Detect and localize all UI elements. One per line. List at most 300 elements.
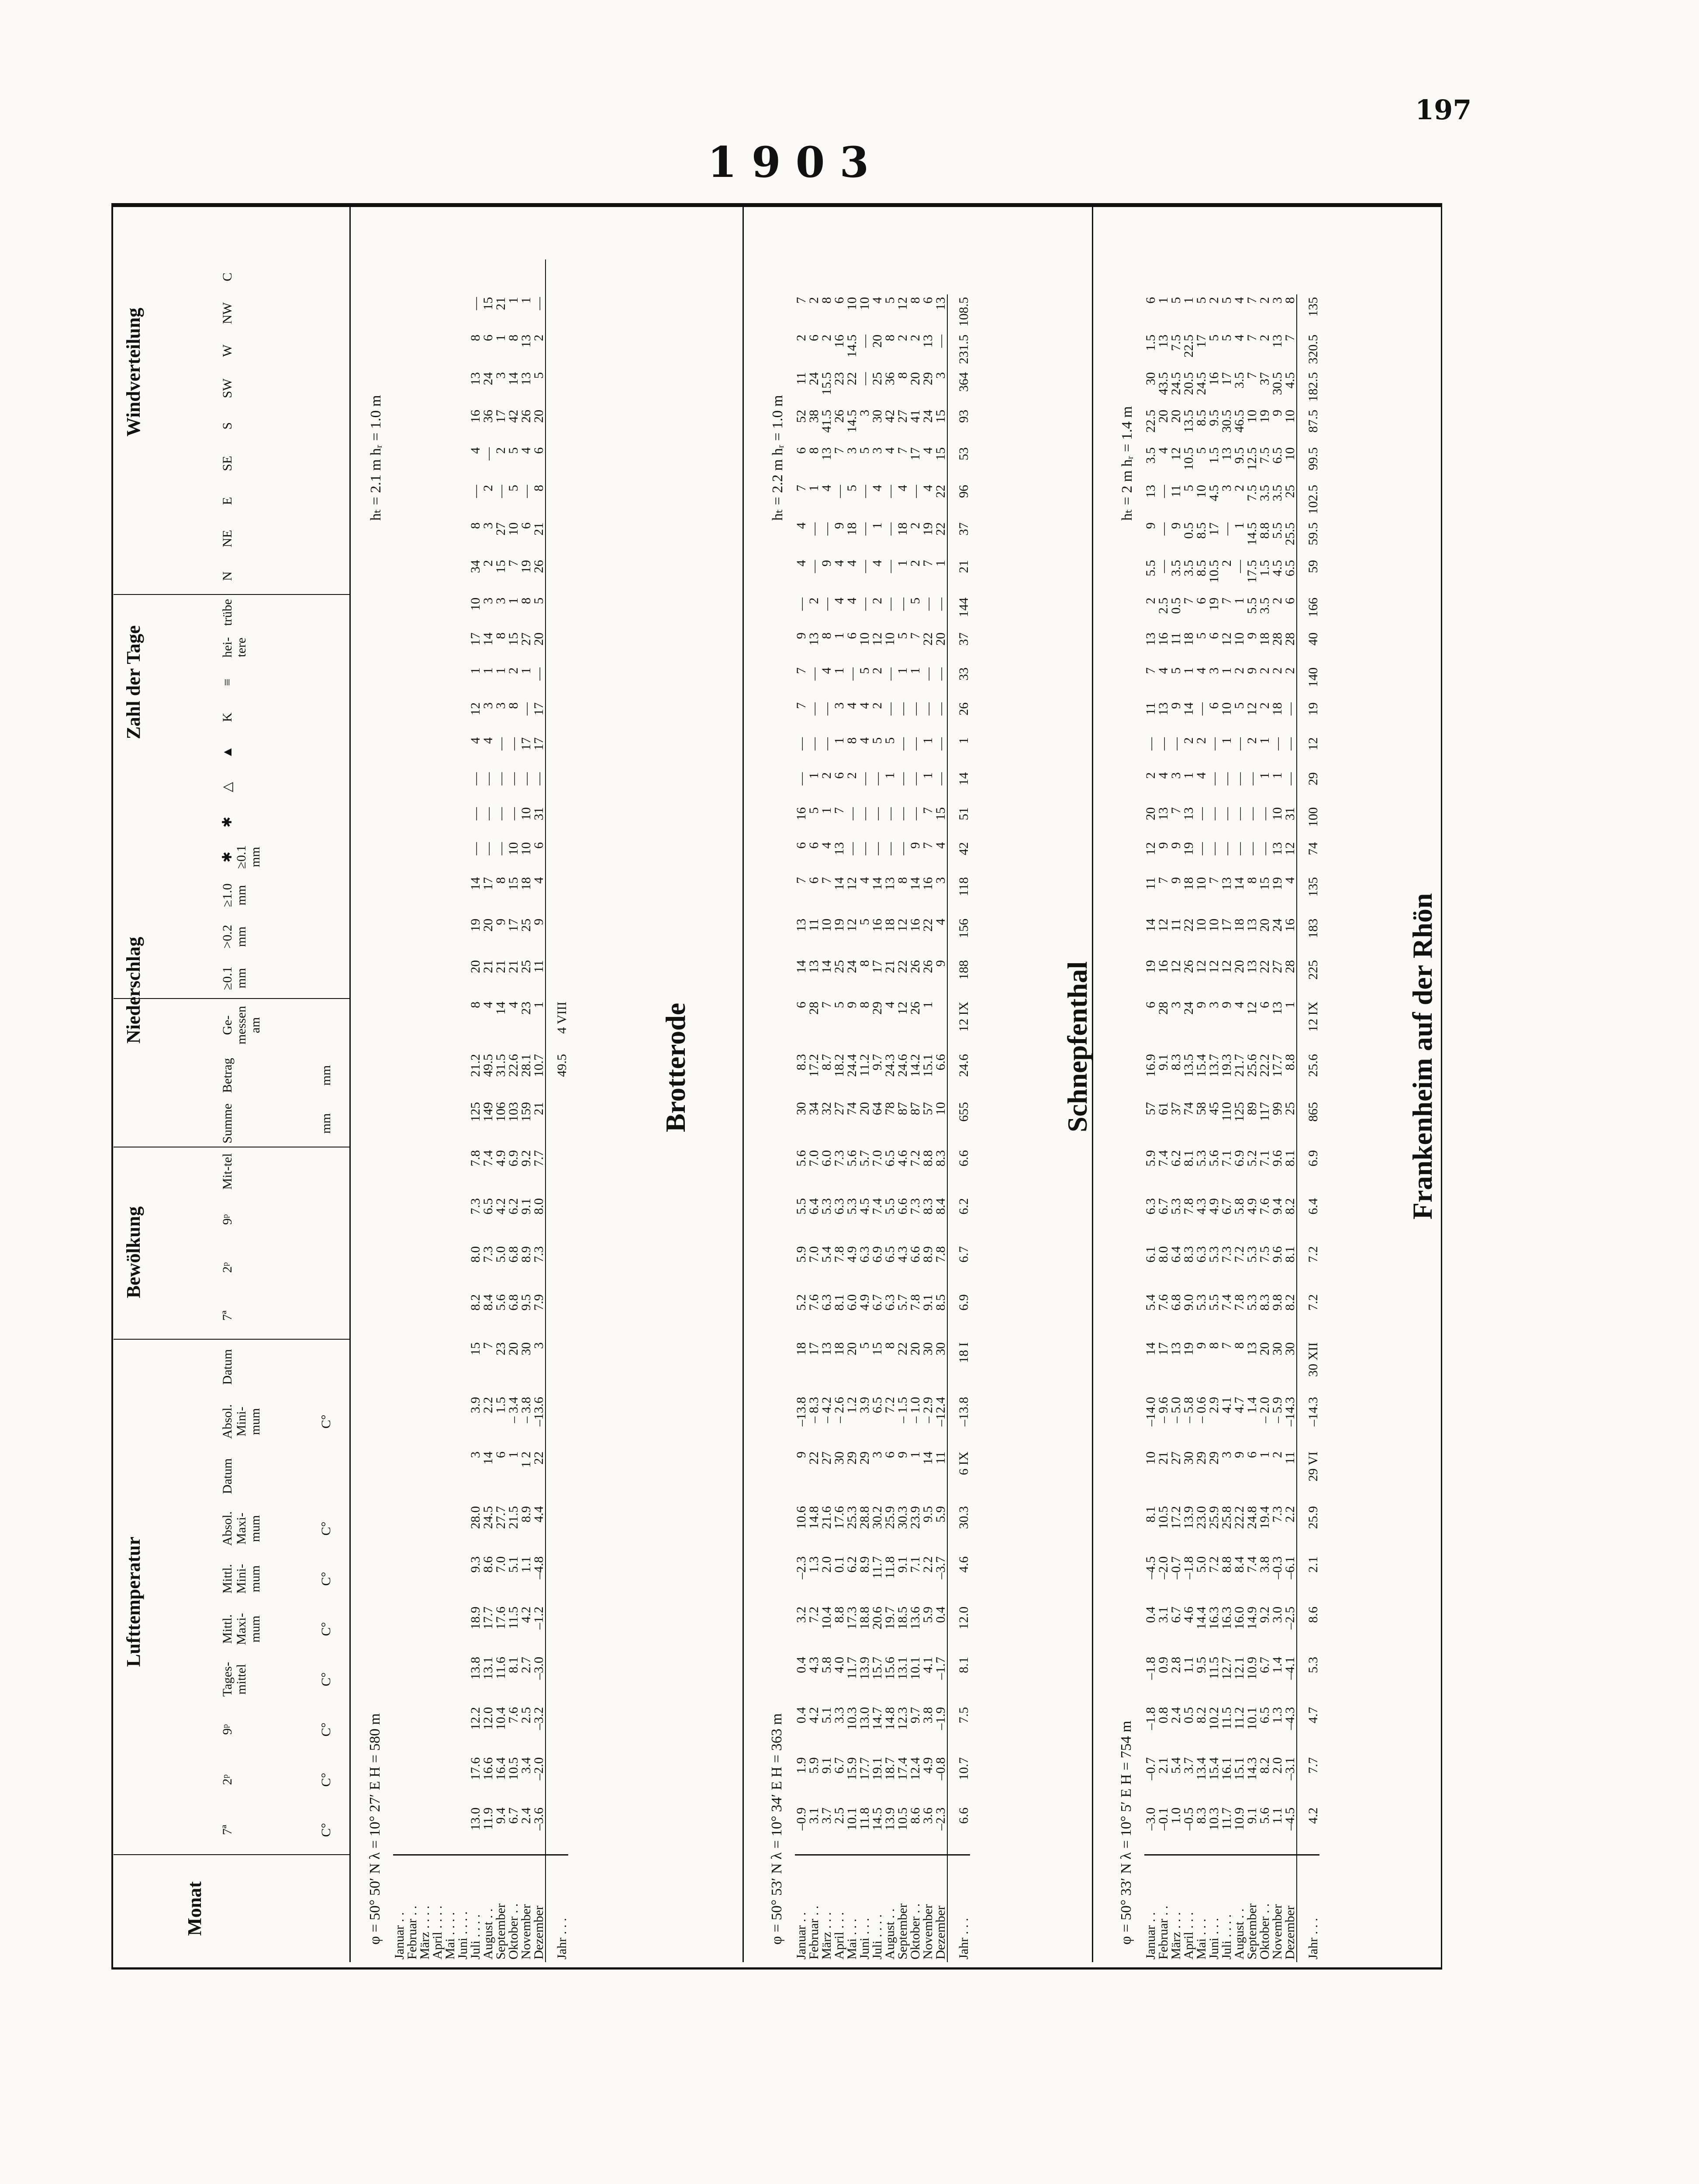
data-cell: 89: [1245, 1102, 1259, 1115]
column-header: Tages-mittel: [220, 1662, 249, 1697]
data-cell: 22: [895, 960, 910, 973]
data-cell: 14.3: [1245, 1757, 1259, 1780]
data-cell: —: [1207, 737, 1221, 750]
data-cell: 5.1: [819, 1707, 834, 1724]
data-cell: 5.9: [933, 1506, 948, 1523]
data-cell: 12: [870, 632, 884, 646]
data-cell: —: [908, 485, 922, 498]
column-header: ≡: [220, 678, 235, 686]
data-cell: 10: [857, 632, 872, 646]
data-cell: 1.3: [1270, 1707, 1285, 1724]
data-cell: –14.3: [1297, 1394, 1319, 1449]
data-cell: 11: [1169, 485, 1183, 498]
data-cell: 6.0: [819, 1150, 834, 1167]
data-cell: 9: [1156, 842, 1171, 849]
data-cell: 11.2: [1232, 1707, 1247, 1730]
data-cell: 9: [908, 842, 922, 849]
data-cell: [546, 957, 568, 999]
data-cell: 74: [1181, 1102, 1196, 1115]
data-cell: 3.2: [794, 1607, 808, 1623]
data-cell: 19.4: [1257, 1506, 1272, 1529]
data-cell: 2.0: [1270, 1757, 1285, 1774]
data-cell: 22: [921, 632, 935, 646]
data-cell: 5: [1181, 485, 1196, 491]
data-cell: 36: [883, 372, 897, 385]
data-cell: [456, 1805, 469, 1855]
data-cell: 4: [857, 737, 872, 744]
data-cell: 9: [1169, 522, 1183, 529]
data-cell: 12: [1245, 1002, 1259, 1015]
data-cell: 31.5: [494, 1054, 508, 1077]
data-cell: 7.8: [908, 1294, 922, 1311]
data-cell: [444, 1099, 456, 1147]
data-cell: 15.9: [845, 1757, 859, 1780]
month-row: [507, 259, 520, 1962]
data-cell: –3.2: [532, 1707, 546, 1730]
data-cell: —: [481, 772, 495, 785]
data-cell: 4.9: [494, 1150, 508, 1167]
data-cell: [444, 332, 456, 370]
data-cell: 11.2: [857, 1054, 872, 1077]
data-cell: 11.5: [1207, 1657, 1221, 1679]
column-header: S: [220, 422, 235, 430]
data-cell: 9: [532, 919, 546, 925]
data-cell: 78: [883, 1102, 897, 1115]
data-cell: —: [1245, 842, 1259, 855]
data-cell: —: [494, 485, 508, 498]
data-cell: 11: [1169, 919, 1183, 931]
data-cell: 7.2: [1232, 1246, 1247, 1263]
data-cell: [406, 1704, 418, 1755]
data-cell: 3.5: [1232, 372, 1247, 389]
data-cell: [406, 445, 418, 482]
data-cell: 1: [1232, 598, 1247, 604]
data-cell: 11.5: [1219, 1707, 1234, 1730]
data-cell: 8: [1207, 1342, 1221, 1349]
data-cell: 8: [1245, 877, 1259, 884]
data-cell: [546, 595, 568, 630]
column-header: 2ᵖ: [220, 1262, 235, 1273]
data-cell: [456, 370, 469, 407]
data-cell: —: [870, 842, 884, 855]
data-cell: – 0.6: [1194, 1397, 1209, 1423]
data-cell: 1: [1257, 737, 1272, 744]
page-number: 197: [1415, 94, 1472, 126]
data-cell: 4: [921, 485, 935, 491]
data-cell: 2.5: [519, 1707, 533, 1724]
data-cell: 10: [1270, 807, 1285, 820]
data-cell: 24.4: [845, 1054, 859, 1077]
data-cell: 6.7: [1219, 1198, 1234, 1215]
data-cell: 9: [933, 960, 948, 967]
data-cell: 6: [532, 447, 546, 454]
data-cell: 13.9: [883, 1807, 897, 1831]
data-cell: 10.2: [1207, 1707, 1221, 1730]
data-cell: 32: [819, 1102, 834, 1115]
data-cell: 17.6: [832, 1506, 846, 1529]
data-cell: 20: [532, 632, 546, 646]
data-cell: 8.5: [1194, 522, 1209, 539]
data-cell: 4: [1232, 1002, 1247, 1008]
data-cell: [546, 1805, 568, 1855]
data-cell: 45: [1207, 1102, 1221, 1115]
data-cell: 10.3: [845, 1707, 859, 1730]
data-cell: —: [519, 485, 533, 498]
data-cell: [431, 1292, 444, 1340]
data-cell: [393, 840, 406, 874]
data-cell: [406, 332, 418, 370]
data-cell: 13: [1156, 807, 1171, 820]
data-cell: 25.9: [883, 1506, 897, 1529]
data-cell: [393, 1604, 406, 1654]
data-cell: 4: [1156, 772, 1171, 779]
data-cell: 655: [947, 1099, 970, 1147]
data-cell: 13: [1219, 877, 1234, 890]
data-cell: —: [1156, 560, 1171, 573]
data-cell: 2: [494, 447, 508, 454]
data-cell: 10.9: [1232, 1807, 1247, 1831]
data-cell: –0.5: [1181, 1807, 1196, 1831]
data-cell: 17: [468, 632, 483, 646]
data-cell: 4: [845, 598, 859, 604]
data-cell: [546, 805, 568, 840]
data-cell: [456, 1292, 469, 1340]
data-cell: –0.7: [1143, 1757, 1158, 1780]
data-cell: 2: [819, 772, 834, 779]
data-cell: 15: [933, 447, 948, 460]
data-cell: 24.5: [481, 1506, 495, 1529]
data-cell: [444, 1292, 456, 1340]
data-cell: —: [1207, 772, 1221, 785]
data-cell: 5.7: [895, 1294, 910, 1311]
data-cell: —: [1283, 702, 1297, 715]
data-cell: 14.7: [870, 1707, 884, 1730]
data-cell: 17: [1207, 522, 1221, 536]
month-label: Oktober . .: [507, 1855, 520, 1962]
data-cell: 1: [921, 737, 935, 744]
data-cell: —: [1257, 842, 1272, 855]
data-cell: [456, 1654, 469, 1704]
data-cell: 4.2: [1297, 1805, 1319, 1855]
data-cell: 17: [1219, 372, 1234, 385]
data-cell: 7: [1169, 807, 1183, 814]
data-cell: [456, 520, 469, 557]
data-cell: 24.6: [947, 1051, 970, 1099]
data-cell: 10.1: [1245, 1707, 1259, 1730]
data-cell: 5.3: [1194, 1294, 1209, 1311]
data-cell: 4: [519, 447, 533, 454]
data-cell: [444, 1554, 456, 1604]
data-cell: 8: [1283, 297, 1297, 304]
data-cell: 2.7: [519, 1657, 533, 1673]
data-cell: 14.9: [1245, 1607, 1259, 1630]
data-cell: 2: [481, 485, 495, 491]
data-cell: 182.5: [1297, 370, 1319, 407]
data-cell: 6.6: [895, 1198, 910, 1215]
data-cell: 19.1: [870, 1757, 884, 1780]
data-cell: 6: [807, 335, 821, 341]
data-cell: 13: [1219, 447, 1234, 460]
data-cell: 9: [1169, 877, 1183, 884]
data-cell: 2: [1245, 737, 1259, 744]
data-cell: 2.8: [1169, 1657, 1183, 1673]
data-cell: 3: [481, 598, 495, 604]
data-cell: 1.0: [1169, 1807, 1183, 1824]
month-label: Februar . .: [1157, 1855, 1170, 1962]
data-cell: [406, 1099, 418, 1147]
column-unit: C°: [319, 1722, 333, 1737]
data-cell: 19: [1181, 842, 1196, 855]
data-cell: [431, 999, 444, 1051]
data-cell: [546, 1292, 568, 1340]
data-cell: [431, 957, 444, 999]
data-cell: 10: [819, 919, 834, 932]
data-cell: 8.3: [1257, 1294, 1272, 1311]
station-coordinates: φ = 50° 50′ N λ = 10° 27′ E H = 580 m: [367, 1713, 383, 1945]
data-cell: 1: [468, 667, 483, 674]
data-cell: 5: [857, 447, 872, 454]
data-cell: [546, 770, 568, 805]
data-cell: [546, 735, 568, 770]
data-cell: 9: [845, 1002, 859, 1008]
data-cell: 6.3: [819, 1294, 834, 1311]
data-cell: 5: [857, 919, 872, 925]
data-cell: 13.9: [857, 1657, 872, 1680]
data-cell: 4: [870, 485, 884, 491]
data-cell: 10.7: [532, 1054, 546, 1077]
data-cell: 17.6: [468, 1757, 483, 1780]
data-cell: [456, 407, 469, 445]
data-cell: 135: [1297, 294, 1319, 332]
data-cell: 9.5: [519, 1294, 533, 1311]
data-cell: [393, 1292, 406, 1340]
data-cell: 24.6: [895, 1054, 910, 1077]
data-cell: [406, 557, 418, 595]
data-cell: 17.7: [857, 1757, 872, 1780]
data-cell: 14.5: [845, 410, 859, 433]
data-cell: 4: [794, 560, 808, 567]
data-cell: 6: [1194, 598, 1209, 604]
data-cell: —: [908, 807, 922, 820]
data-cell: 26: [947, 700, 970, 735]
data-cell: —: [1194, 807, 1209, 820]
data-cell: 18: [1181, 632, 1196, 646]
data-cell: 27: [895, 410, 910, 423]
data-cell: —: [468, 485, 483, 498]
data-cell: 7.8: [468, 1150, 483, 1167]
data-cell: 18: [794, 1342, 808, 1355]
data-cell: [444, 957, 456, 999]
data-cell: 7.4: [870, 1198, 884, 1215]
month-label: Juli . . . .: [871, 1855, 884, 1962]
data-cell: 26: [921, 960, 935, 973]
data-cell: 7: [921, 842, 935, 849]
data-cell: 1: [481, 667, 495, 674]
data-cell: 5: [1232, 702, 1247, 709]
data-cell: 20: [908, 372, 922, 385]
month-label: März . . .: [1170, 1855, 1182, 1962]
data-cell: 21.7: [1232, 1054, 1247, 1077]
data-cell: 11: [1143, 877, 1158, 890]
data-cell: [456, 595, 469, 630]
data-cell: [431, 1654, 444, 1704]
data-cell: 100: [1297, 805, 1319, 840]
data-cell: —: [1232, 842, 1247, 855]
data-cell: 17: [506, 919, 521, 932]
data-cell: 7: [832, 447, 846, 454]
data-cell: [444, 1340, 456, 1394]
data-cell: 4: [895, 485, 910, 491]
data-cell: –1.9: [933, 1707, 948, 1730]
data-cell: 17.2: [807, 1054, 821, 1077]
data-cell: 4.2: [494, 1198, 508, 1215]
data-cell: 5: [1219, 335, 1234, 341]
data-cell: 12: [845, 919, 859, 932]
data-cell: [456, 1196, 469, 1244]
station-instrument-heights: hₜ = 2.2 m hᵣ = 1.0 m: [770, 395, 786, 521]
data-cell: 13: [1270, 842, 1285, 855]
data-cell: [431, 630, 444, 665]
data-cell: —: [1156, 737, 1171, 750]
station-coordinates: φ = 50° 53′ N λ = 10° 34′ E H = 363 m: [769, 1713, 785, 1945]
data-cell: 6.7: [1156, 1198, 1171, 1215]
data-cell: 11: [1143, 702, 1158, 715]
month-label: Jahr . . .: [546, 1855, 568, 1962]
data-cell: 17: [1194, 335, 1209, 348]
data-cell: —: [794, 737, 808, 750]
data-cell: [406, 630, 418, 665]
data-cell: 7.4: [1156, 1150, 1171, 1167]
data-cell: 21: [1156, 1451, 1171, 1465]
data-cell: 27: [494, 522, 508, 536]
data-cell: 99: [1270, 1102, 1285, 1115]
data-cell: 7.6: [1257, 1198, 1272, 1215]
data-cell: [546, 1755, 568, 1805]
data-cell: 1: [921, 772, 935, 779]
data-cell: [431, 294, 444, 332]
data-cell: 11: [794, 372, 808, 385]
data-cell: 13: [1245, 919, 1259, 932]
data-cell: —: [494, 807, 508, 820]
data-cell: 21: [481, 960, 495, 973]
data-cell: 9: [1194, 1002, 1209, 1008]
data-cell: 13.1: [481, 1657, 495, 1680]
data-cell: – 9.6: [1156, 1397, 1171, 1423]
data-cell: [393, 332, 406, 370]
data-cell: 11.7: [845, 1657, 859, 1679]
data-cell: –1.2: [532, 1607, 546, 1630]
month-row: [909, 259, 922, 1962]
data-cell: 6.9: [1297, 1147, 1319, 1196]
year-row: [1297, 259, 1319, 1962]
month-row: [418, 259, 431, 1962]
data-cell: 8: [845, 737, 859, 744]
data-cell: 12 IX: [947, 999, 970, 1051]
data-cell: 8.8: [921, 1150, 935, 1167]
data-cell: [393, 1099, 406, 1147]
data-cell: 1.4: [1245, 1397, 1259, 1413]
data-cell: 8: [883, 1342, 897, 1349]
data-cell: 74: [845, 1102, 859, 1115]
data-cell: 6.5: [883, 1246, 897, 1263]
data-cell: 13: [1156, 702, 1171, 715]
data-cell: 7.2: [807, 1607, 821, 1623]
data-cell: 17: [908, 447, 922, 460]
data-cell: [418, 630, 431, 665]
data-cell: 8.0: [532, 1198, 546, 1215]
data-cell: 0.8: [1156, 1707, 1171, 1724]
data-cell: 13: [468, 372, 483, 385]
data-cell: 2: [1143, 598, 1158, 604]
data-cell: 9.6: [1270, 1150, 1285, 1167]
data-cell: [393, 1654, 406, 1704]
month-label: Juni . . .: [1208, 1855, 1220, 1962]
data-cell: —: [845, 842, 859, 855]
data-cell: 43.5: [1156, 372, 1171, 395]
data-cell: 29: [857, 1451, 872, 1465]
data-cell: [456, 840, 469, 874]
data-cell: —: [933, 667, 948, 681]
data-cell: 1: [494, 335, 508, 341]
column-header: ≥1.0 mm: [220, 883, 249, 907]
data-cell: [546, 1604, 568, 1654]
data-cell: 8.3: [1169, 1054, 1183, 1071]
data-cell: [456, 700, 469, 735]
data-cell: 8.3: [1181, 1246, 1196, 1263]
data-cell: —: [807, 560, 821, 573]
data-cell: 14.2: [908, 1054, 922, 1077]
data-cell: [431, 370, 444, 407]
year-row: [546, 259, 568, 1962]
data-cell: 22: [933, 485, 948, 498]
data-cell: [418, 916, 431, 957]
data-cell: [456, 874, 469, 916]
data-cell: —: [933, 772, 948, 785]
data-cell: 22: [532, 1451, 546, 1465]
data-cell: 4: [1283, 877, 1297, 884]
data-cell: [406, 1805, 418, 1855]
data-cell: 144: [947, 595, 970, 630]
data-cell: [456, 1099, 469, 1147]
data-cell: 1: [832, 737, 846, 744]
data-cell: [406, 520, 418, 557]
data-cell: 4.6: [895, 1150, 910, 1167]
data-cell: – 2.6: [832, 1397, 846, 1423]
data-cell: 0.5: [1169, 598, 1183, 614]
data-cell: —: [468, 297, 483, 310]
data-cell: [444, 1503, 456, 1554]
year-row: [947, 259, 970, 1962]
data-cell: —: [883, 667, 897, 681]
data-cell: 1: [519, 297, 533, 304]
data-cell: [431, 840, 444, 874]
data-cell: 7: [1245, 297, 1259, 304]
data-cell: 8.6: [908, 1807, 922, 1824]
data-cell: 4.7: [1232, 1397, 1247, 1413]
data-cell: 53: [947, 445, 970, 482]
month-label: März . . .: [820, 1855, 833, 1962]
data-cell: 8: [506, 702, 521, 709]
data-cell: – 1.0: [908, 1397, 922, 1423]
data-cell: 6.7: [870, 1294, 884, 1311]
data-cell: [431, 700, 444, 735]
data-cell: 6.2: [506, 1198, 521, 1215]
data-cell: —: [857, 598, 872, 611]
data-cell: [431, 1244, 444, 1292]
data-cell: 7.5: [947, 1704, 970, 1755]
data-cell: 7: [1245, 335, 1259, 341]
data-cell: 125: [468, 1102, 483, 1122]
